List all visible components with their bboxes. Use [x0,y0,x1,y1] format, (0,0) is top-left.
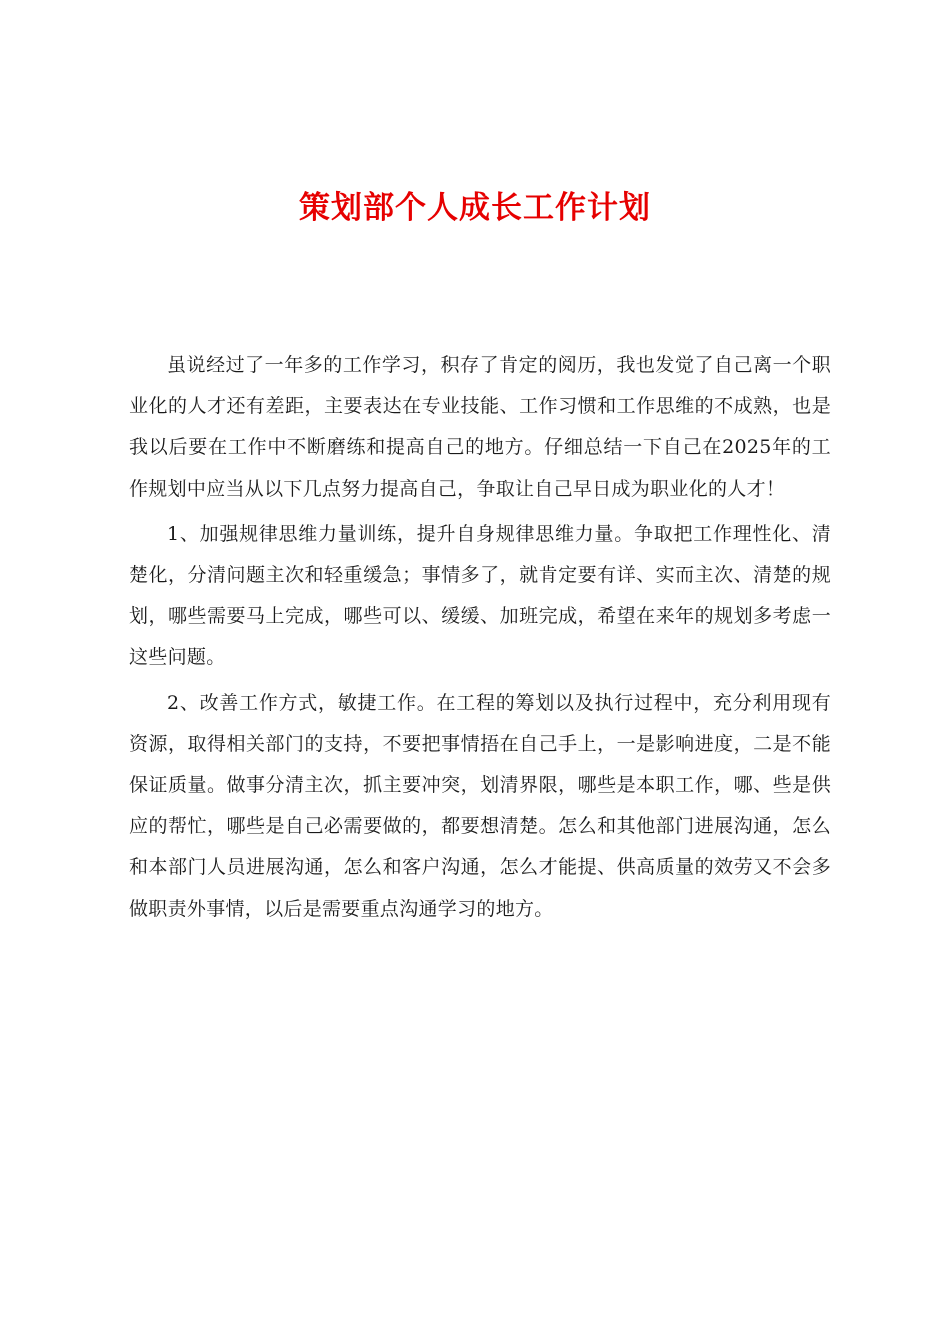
paragraph-point-1: 1、加强规律思维力量训练，提升自身规律思维力量。争取把工作理性化、清楚化，分清问题主次和轻重缓急；事情多了，就肯定要有详、实而主次、清楚的规划，哪些需要马上完成，哪些可以、缓缓、加班完成，希望在来年的规划多考虑一这些问题。 [129,522,831,669]
document-title: 策划部个人成长工作计划 [299,190,651,226]
paragraph-point-2: 2、改善工作方式，敏捷工作。在工程的筹划以及执行过程中，充分利用现有资源，取得相关部门的支持，不要把事情捂在自己手上，一是影响进度，二是不能保证质量。做事分清主次，抓主要冲突，划清界限，哪些是本职工作，哪、些是供应的帮忙，哪些是自己必需要做的，都要想清楚。怎么和其他部门进展沟通，怎么和本部门人员进展沟通，怎么和客户沟通，怎么才能提、供高质量的效劳又不会多做职责外事情，以后是需要重点沟通学习的地方。 [129,691,831,920]
document-body [129,345,831,934]
paragraph-intro: 虽说经过了一年多的工作学习，积存了肯定的阅历，我也发觉了自己离一个职业化的人才还有差距，主要表达在专业技能、工作习惯和工作思维的不成熟，也是我以后要在工作中不断磨练和提高自己的地方。仔细总结一下自己在2025年的工作规划中应当从以下几点努力提高自己，争取让自己早日成为职业化的人才！ [129,354,831,500]
